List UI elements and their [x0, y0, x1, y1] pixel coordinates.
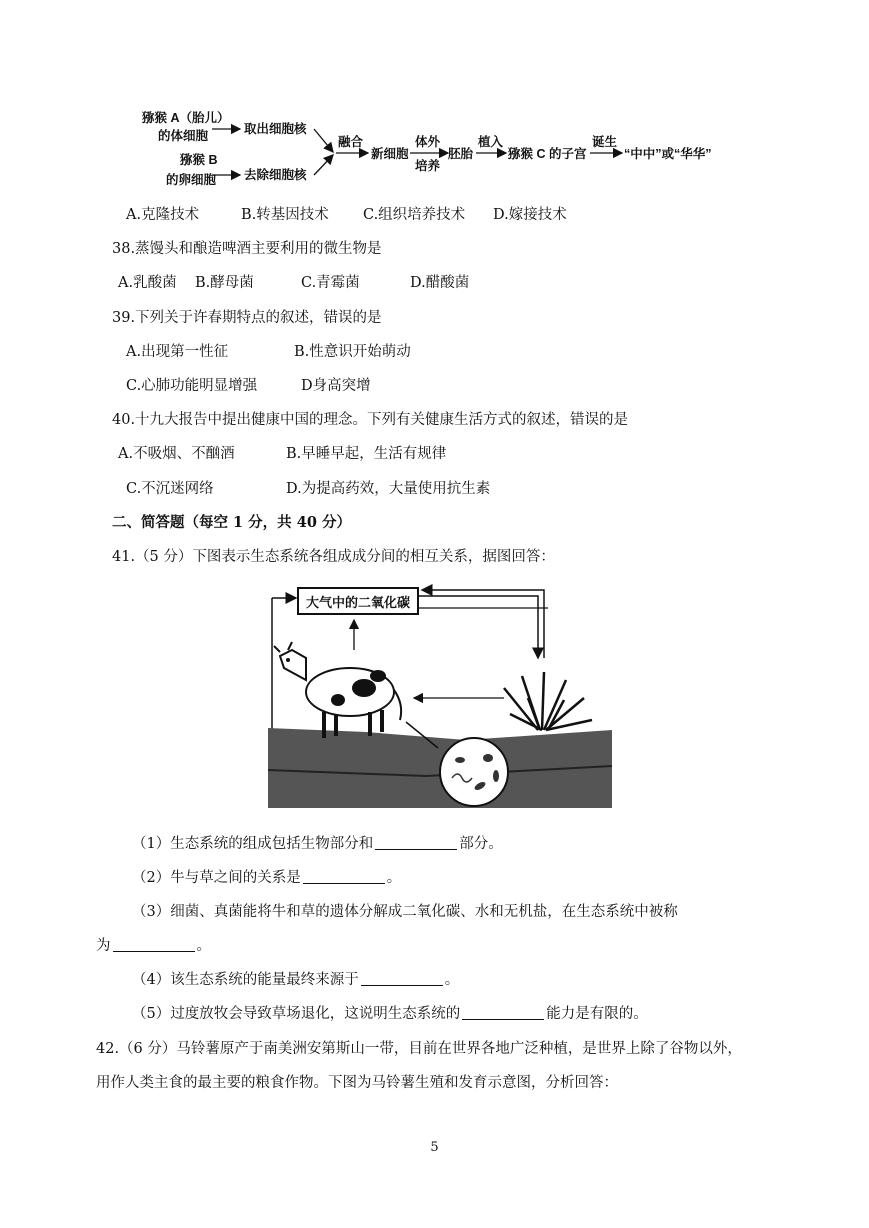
- q41-sub2: （2）牛与草之间的关系是 。: [132, 870, 402, 886]
- q41-sub3: （3）细菌、真菌能将牛和草的遗体分解成二氧化碳、水和无机盐，在生态系统中被称: [132, 904, 678, 920]
- q39-option-a: A.出现第一性征: [126, 344, 229, 360]
- birth-label: 诞生: [592, 135, 618, 149]
- q38-stem: 38.蒸馒头和酿造啤酒主要利用的微生物是: [112, 241, 382, 257]
- microbe-circle-icon: [440, 738, 508, 806]
- remove-nucleus-label: 去除细胞核: [244, 168, 307, 182]
- q41-blank-3[interactable]: [113, 937, 195, 952]
- q41-sub1: （1）生态系统的组成包括生物部分和 部分。: [132, 836, 503, 852]
- fusion-label: 融合: [338, 135, 364, 149]
- q38-option-d: D.醋酸菌: [410, 275, 470, 291]
- ecosystem-figure: [266, 580, 612, 808]
- grass-icon: [504, 672, 592, 730]
- q41-sub5: （5）过度放牧会导致草场退化，这说明生态系统的 能力是有限的。: [132, 1006, 648, 1022]
- q39-option-c: C.心肺功能明显增强: [126, 378, 258, 394]
- new-cell-label: 新细胞: [371, 147, 409, 161]
- q40-options-row1: [118, 442, 446, 463]
- q40-options-row2: [126, 477, 490, 498]
- q40-option-b: B.早睡早起，生活有规律: [286, 446, 447, 462]
- q38-option-a: A.乳酸菌: [118, 275, 177, 291]
- q41-blank-2[interactable]: [303, 869, 385, 884]
- q41-stem: 41.（5 分）下图表示生态系统各组成成分间的相互关系，据图回答：: [112, 549, 555, 565]
- q37-option-b: B.转基因技术: [241, 207, 329, 223]
- q41-blank-4[interactable]: [361, 971, 443, 986]
- implant-label: 植入: [478, 135, 504, 149]
- q40-option-d: D.为提高药效，大量使用抗生素: [286, 481, 491, 497]
- co2-label: 大气中的二氧化碳: [306, 595, 411, 610]
- q39-stem: 39.下列关于许春期特点的叙述，错误的是: [112, 310, 382, 326]
- q39-option-b: B.性意识开始萌动: [294, 344, 411, 360]
- q40-stem: 40.十九大报告中提出健康中国的理念。下列有关健康生活方式的叙述，错误的是: [112, 412, 629, 428]
- take-nucleus-label: 取出细胞核: [244, 122, 307, 136]
- q40-option-c: C.不沉迷网络: [126, 481, 214, 497]
- result-label: “中中”或“华华”: [624, 147, 712, 161]
- q41-blank-1[interactable]: [375, 835, 457, 850]
- q37-options: [126, 203, 567, 224]
- section-title: 二、简答题（每空 1 分，共 40 分）: [112, 514, 351, 531]
- q39-option-d: D身高突增: [301, 378, 371, 394]
- q41-sub3-cont: 为 。: [96, 938, 211, 954]
- q38-option-b: B.酵母菌: [195, 275, 254, 291]
- q42-line2: 用作人类主食的最主要的粮食作物。下图为马铃薯生殖和发育示意图，分析回答：: [96, 1075, 618, 1091]
- monkey-a-label: 猕猴 A（胎儿）: [142, 111, 230, 125]
- q37-option-c: C.组织培养技术: [363, 207, 466, 223]
- embryo-label: 胚胎: [448, 147, 474, 161]
- q37-option-a: A.克隆技术: [126, 207, 200, 223]
- q37-option-d: D.嫁接技术: [493, 207, 567, 223]
- q39-options-row2: [126, 374, 371, 395]
- q42-line1: 42.（6 分）马铃薯原产于南美洲安第斯山一带，目前在世界各地广泛种植，是世界上除了谷物以外，: [96, 1041, 742, 1057]
- monkey-b-label: 猕猴 B: [180, 153, 218, 167]
- culture-label: 体外: [415, 135, 441, 149]
- uterus-label: 猕猴 C 的子宫: [508, 147, 587, 161]
- q41-sub4: （4）该生态系统的能量最终来源于 。: [132, 972, 460, 988]
- q38-options: [118, 271, 469, 292]
- cloning-flow-diagram: [140, 100, 740, 195]
- culture-label-2: 培养: [415, 159, 441, 173]
- q39-options-row1: [126, 340, 411, 361]
- q40-option-a: A.不吸烟、不酗酒: [118, 446, 235, 462]
- monkey-b-label-2: 的卵细胞: [166, 173, 217, 187]
- page-number: 5: [430, 1140, 439, 1155]
- monkey-a-label-2: 的体细胞: [158, 129, 209, 143]
- q41-blank-5[interactable]: [462, 1005, 544, 1020]
- q38-option-c: C.青霉菌: [301, 275, 360, 291]
